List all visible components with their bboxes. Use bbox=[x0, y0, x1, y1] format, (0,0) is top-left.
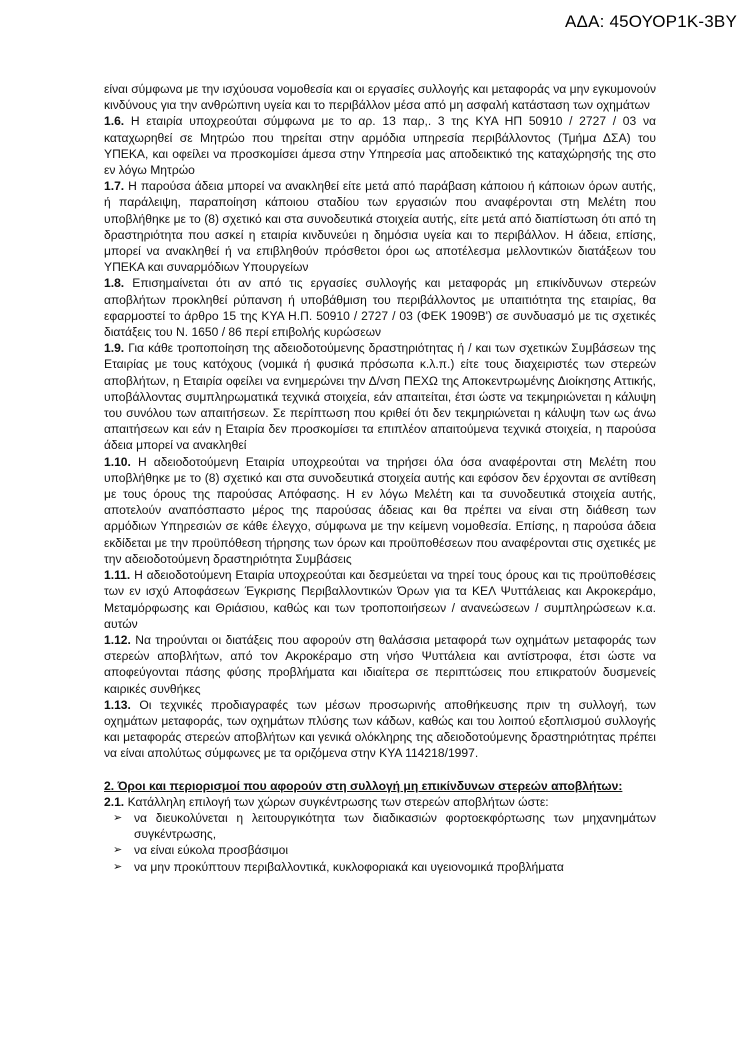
item-1-12 bbox=[104, 632, 656, 697]
item-text: Η εταιρία υποχρεούται σύμφωνα με το αρ. 13 παρ,. 3 της ΚΥΑ ΗΠ 50910 / 2727 / 03 να καταχωρηθεί σε Μητρώο που τηρείται στην αρμόδια υπηρεσία περιβάλλοντος (Τμήμα ΔΣΑ) του ΥΠΕΚΑ, και οφείλει να προσκομίσει άμεσα στην Υπηρεσία μας αποδεικτικό της καταχώρησής της στο εν λόγω Μητρώο bbox=[104, 114, 656, 178]
item-text: Οι τεχνικές προδιαγραφές των μέσων προσωρινής αποθήκευσης πριν τη συλλογή, των οχημάτων μεταφοράς, των οχημάτων πλύσης των κάδων, καθώς και του λοιπού εξοπλισμού συλλογής και μεταφοράς στερεών αποβλήτων και γενικά ολόκληρης της αδειοδοτούμενης δραστηριότητας πρέπει να είναι απολύτως σύμφωνες με τα οριζόμενα στην ΚΥΑ 114218/1997. bbox=[104, 697, 656, 761]
bullet-text: να διευκολύνεται η λειτουργικότητα των διαδικασιών φορτοεκφόρτωσης των μηχανημάτων συγκέντρωσης, bbox=[134, 810, 656, 842]
item-text: Να τηρούνται οι διατάξεις που αφορούν στη θαλάσσια μεταφορά των οχημάτων μεταφοράς των στερεών αποβλήτων, από τον Ακροκέραμο στη νήσο Ψυττάλεια και αντίστροφα, έτσι ώστε να αποφεύγονται πάσης φύσης προβλήματα και ιδιαίτερα σε περιπτώσεις που επικρατούν δυσμενείς καιρικές συνθήκες bbox=[104, 632, 656, 696]
item-1-11 bbox=[104, 567, 656, 632]
list-item bbox=[104, 842, 656, 858]
list-item bbox=[104, 859, 656, 875]
item-text: Η αδειοδοτούμενη Εταιρία υποχρεούται να τηρήσει όλα όσα αναφέρονται στη Μελέτη που υποβλήθηκε με το (8) σχετικό και στα συνοδευτικά στοιχεία αυτής και εφόσον δεν έρχονται σε αντίθεση με τους όρους της παρούσας Απόφασης. Η εν λόγω Μελέτη και τα συνοδευτικά στοιχεία αυτής, αποτελούν αναπόσπαστο μέρος της παρούσας άδειας και θα πρέπει να είναι στη διάθεση των αρμόδιων Υπηρεσιών σε κάθε έλεγχο, σύμφωνα με την κείμενη νομοθεσία. Επίσης, η παρούσα άδεια εκδίδεται με την προϋπόθεση τήρησης των όρων και προϋποθέσεων που αναφέρονται στις σχετικές με την αδειοδοτούμενη δραστηριότητα Συμβάσεις bbox=[104, 454, 656, 566]
item-1-7 bbox=[104, 178, 656, 275]
item-number: 1.13. bbox=[104, 697, 131, 712]
item-1-9 bbox=[104, 340, 656, 453]
item-text: Κατάλληλη επιλογή των χώρων συγκέντρωσης των στερεών αποβλήτων ώστε: bbox=[127, 794, 549, 809]
item-number: 1.8. bbox=[104, 276, 125, 291]
item-number: 1.6. bbox=[104, 114, 125, 129]
item-number: 2.1. bbox=[104, 794, 125, 809]
item-number: 1.12. bbox=[104, 632, 131, 647]
arrow-bullet-icon: ➢ bbox=[113, 860, 123, 873]
item-1-8 bbox=[104, 275, 656, 340]
item-1-10 bbox=[104, 454, 656, 567]
arrow-bullet-icon: ➢ bbox=[113, 811, 123, 824]
item-text: Επισημαίνεται ότι αν από τις εργασίες συλλογής και μεταφοράς μη επικίνδυνων στερεών αποβλήτων προκληθεί ρύπανση ή υποβάθμιση του περιβάλλοντος με υπαιτιότητα της εταιρίας, θα εφαρμοστεί το άρθρο 15 της ΚΥΑ Η.Π. 50910 / 2727 / 03 (ΦΕΚ 1909Β') σε συνδυασμό με τις σχετικές διατάξεις του Ν. 1650 / 86 περί επιβολής κυρώσεων bbox=[104, 276, 656, 340]
bullet-text: να μην προκύπτουν περιβαλλοντικά, κυκλοφοριακά και υγειονομικά προβλήματα bbox=[134, 859, 564, 874]
item-text: Για κάθε τροποποίηση της αδειοδοτούμενης δραστηριότητας ή / και των σχετικών Συμβάσεων της Εταιρίας με τους κατόχους (νομικά ή φυσικά πρόσωπα κ.λ.π.) είτε τους διαχειριστές των στερεών αποβλήτων, η Εταιρία οφείλει να ενημερώνει την Δ/νση ΠΕΧΩ της Αποκεντρωμένης Διοίκησης Αττικής, υποβάλλοντας συμπληρωματικά τεχνικά στοιχεία, εάν απαιτείται, έτσι ώστε να τεκμηριώνεται η κάλυψη του συνόλου των απαιτήσεων. Σε περίπτωση που κριθεί ότι δεν τεκμηριώνεται η κάλυψη των ως άνω απαιτήσεων και εάν η Εταιρία δεν προσκομίσει τα επιπλέον απαιτούμενα τεχνικά στοιχεία, η παρούσα άδεια μπορεί να ανακληθεί bbox=[104, 341, 656, 453]
ada-code: ΑΔΑ: 45ΟΥΟΡ1Κ-3ΒΥ bbox=[565, 12, 737, 31]
item-number: 1.9. bbox=[104, 341, 125, 356]
bullet-list bbox=[104, 810, 656, 875]
arrow-bullet-icon: ➢ bbox=[113, 844, 123, 857]
section-2-heading: 2. Όροι και περιορισμοί που αφορούν στη συλλογή μη επικίνδυνων στερεών αποβλήτων: bbox=[104, 778, 623, 793]
item-text: Η αδειοδοτούμενη Εταιρία υποχρεούται και δεσμεύεται να τηρεί τους όρους και τις προϋποθέσεις των εν ισχύ Αποφάσεων Έγκρισης Περιβαλλοντικών Όρων για τα ΚΕΛ Ψυττάλειας και Ακροκεράμο, Μεταμόρφωσης και Θριάσιου, καθώς και των τροποποιήσεων / ανανεώσεων / συμπληρώσεων κ.α. αυτών bbox=[104, 568, 656, 631]
intro-paragraph: είναι σύμφωνα με την ισχύουσα νομοθεσία και οι εργασίες συλλογής και μεταφοράς να μην εγκυμονούν κινδύνους για την ανθρώπινη υγεία και το περιβάλλον μέσα από μη ασφαλή κατάσταση των οχημάτων bbox=[104, 82, 656, 113]
item-text: Η παρούσα άδεια μπορεί να ανακληθεί είτε μετά από παράβαση κάποιου ή κάποιων όρων αυτής, ή παράλειψη, παραποίηση κάποιου σταδίου των εργασιών που αναφέρονται στη Μελέτη που υποβλήθηκε με το (8) σχετικό και στα συνοδευτικά στοιχεία αυτής, είτε μετά από διαπίστωση ότι από τη δραστηριότητα που ασκεί η εταιρία κινδυνεύει η δημόσια υγεία και το περιβάλλον. Η άδεια, επίσης, μπορεί να ανακληθεί ή να επιβληθούν πρόσθετοι όροι ως αποτέλεσμα μελλοντικών διατάξεων του ΥΠΕΚΑ και συναρμόδιων Υπουργείων bbox=[104, 179, 656, 275]
item-number: 1.11. bbox=[104, 568, 131, 583]
item-number: 1.10. bbox=[104, 454, 131, 469]
item-number: 1.7. bbox=[104, 179, 125, 194]
item-1-13 bbox=[104, 697, 656, 762]
item-2-1 bbox=[104, 794, 656, 810]
bullet-text: να είναι εύκολα προσβάσιμοι bbox=[134, 843, 289, 858]
item-1-6 bbox=[104, 113, 656, 178]
document-body bbox=[104, 81, 656, 875]
list-item bbox=[104, 810, 656, 842]
